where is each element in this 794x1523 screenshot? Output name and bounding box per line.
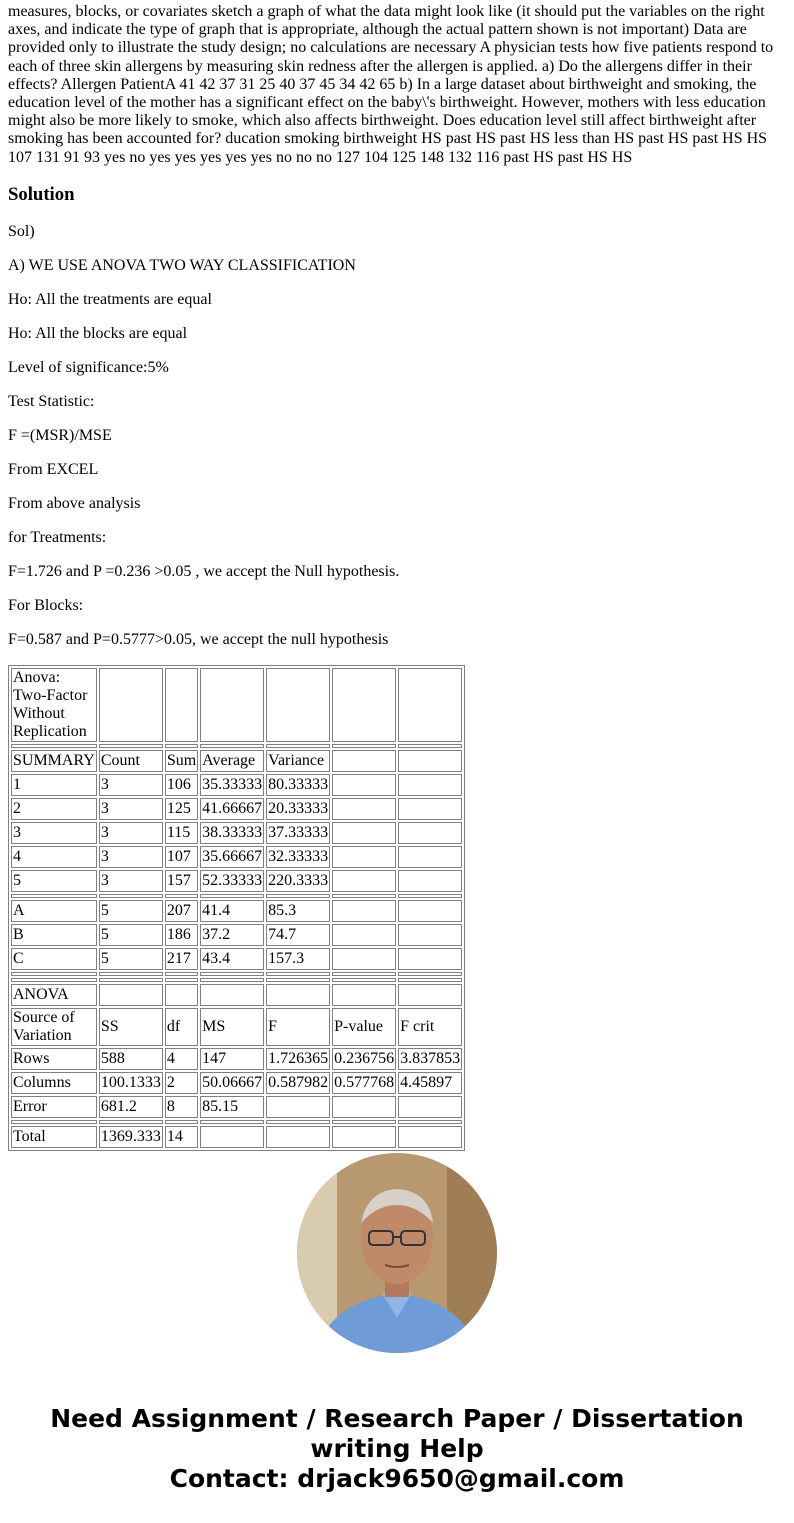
table-cell bbox=[332, 978, 396, 982]
table-cell bbox=[332, 948, 396, 970]
table-cell: 0.577768 bbox=[332, 1072, 396, 1094]
anova-table bbox=[8, 665, 465, 1151]
table-cell: Sum bbox=[165, 750, 198, 772]
table-cell: Error bbox=[11, 1096, 97, 1118]
solution-line: From above analysis bbox=[8, 494, 141, 512]
separator-row bbox=[11, 1120, 462, 1124]
table-cell: 2 bbox=[11, 798, 97, 820]
table-cell: MS bbox=[200, 1008, 264, 1046]
table-cell bbox=[398, 1120, 462, 1124]
table-cell: 5 bbox=[99, 900, 163, 922]
table-cell: 4 bbox=[11, 846, 97, 868]
table-cell: 3 bbox=[99, 870, 163, 892]
table-cell: 38.33333 bbox=[200, 822, 264, 844]
table-cell: 35.33333 bbox=[200, 774, 264, 796]
table-cell bbox=[165, 668, 198, 742]
solution-line: for Treatments: bbox=[8, 528, 107, 546]
table-cell: 100.1333 bbox=[99, 1072, 163, 1094]
table-cell bbox=[11, 744, 97, 748]
table-cell: Count bbox=[99, 750, 163, 772]
table-cell bbox=[99, 984, 163, 1006]
table-cell bbox=[332, 750, 396, 772]
table-cell: Rows bbox=[11, 1048, 97, 1070]
table-cell: Anova: Two-Factor Without Replication bbox=[11, 668, 97, 742]
separator-row bbox=[11, 744, 462, 748]
table-row bbox=[11, 1008, 462, 1046]
solution-line: Sol) bbox=[8, 222, 35, 240]
table-cell: Variance bbox=[266, 750, 330, 772]
table-cell bbox=[398, 978, 462, 982]
table-cell: 3 bbox=[99, 798, 163, 820]
table-cell: 2 bbox=[165, 1072, 198, 1094]
table-cell: 207 bbox=[165, 900, 198, 922]
solution-line: For Blocks: bbox=[8, 596, 84, 614]
table-cell bbox=[99, 744, 163, 748]
table-cell bbox=[266, 972, 330, 976]
table-cell: Total bbox=[11, 1126, 97, 1148]
document bbox=[8, 3, 786, 1151]
table-cell bbox=[398, 948, 462, 970]
table-cell: Average bbox=[200, 750, 264, 772]
table-cell: A bbox=[11, 900, 97, 922]
table-cell bbox=[99, 894, 163, 898]
table-cell bbox=[398, 668, 462, 742]
table-cell bbox=[398, 900, 462, 922]
table-row bbox=[11, 774, 462, 796]
solution-line: F=1.726 and P =0.236 >0.05 , we accept the Null hypothesis. bbox=[8, 562, 400, 580]
table-cell: 1 bbox=[11, 774, 97, 796]
table-cell: Columns bbox=[11, 1072, 97, 1094]
solution-heading: Solution bbox=[8, 183, 75, 205]
solution-body bbox=[8, 223, 786, 649]
table-cell bbox=[332, 870, 396, 892]
table-cell: 217 bbox=[165, 948, 198, 970]
table-cell: 50.06667 bbox=[200, 1072, 264, 1094]
table-cell: 5 bbox=[11, 870, 97, 892]
table-cell: 681.2 bbox=[99, 1096, 163, 1118]
solution-line: Level of significance:5% bbox=[8, 358, 169, 376]
table-cell bbox=[200, 1120, 264, 1124]
table-cell: 220.3333 bbox=[266, 870, 330, 892]
table-cell: 35.66667 bbox=[200, 846, 264, 868]
table-cell bbox=[398, 1126, 462, 1148]
separator-row bbox=[11, 972, 462, 976]
table-cell: 1369.333 bbox=[99, 1126, 163, 1148]
table-cell bbox=[200, 972, 264, 976]
table-row bbox=[11, 1072, 462, 1094]
table-cell bbox=[200, 744, 264, 748]
table-cell: 37.33333 bbox=[266, 822, 330, 844]
table-cell: 43.4 bbox=[200, 948, 264, 970]
table-cell bbox=[332, 774, 396, 796]
table-cell bbox=[332, 1126, 396, 1148]
table-cell: F bbox=[266, 1008, 330, 1046]
table-cell: 74.7 bbox=[266, 924, 330, 946]
table-cell: B bbox=[11, 924, 97, 946]
table-cell: F crit bbox=[398, 1008, 462, 1046]
table-cell bbox=[165, 1120, 198, 1124]
table-cell: SS bbox=[99, 1008, 163, 1046]
table-cell bbox=[266, 744, 330, 748]
table-cell: 41.4 bbox=[200, 900, 264, 922]
footer-line-1: Need Assignment / Research Paper / Dissertation bbox=[50, 1404, 744, 1433]
table-cell bbox=[266, 1126, 330, 1148]
table-cell bbox=[398, 984, 462, 1006]
table-cell: 5 bbox=[99, 948, 163, 970]
table-row bbox=[11, 900, 462, 922]
table-cell: 115 bbox=[165, 822, 198, 844]
table-cell: 3.837853 bbox=[398, 1048, 462, 1070]
table-row bbox=[11, 924, 462, 946]
table-cell bbox=[200, 894, 264, 898]
solution-line: A) WE USE ANOVA TWO WAY CLASSIFICATION bbox=[8, 256, 356, 274]
table-cell bbox=[332, 984, 396, 1006]
solution-line: F=0.587 and P=0.5777>0.05, we accept the null hypothesis bbox=[8, 630, 389, 648]
table-row bbox=[11, 798, 462, 820]
table-cell: 125 bbox=[165, 798, 198, 820]
solution-line: F =(MSR)/MSE bbox=[8, 426, 112, 444]
table-cell: 41.66667 bbox=[200, 798, 264, 820]
table-cell: 52.33333 bbox=[200, 870, 264, 892]
table-cell bbox=[398, 744, 462, 748]
table-cell bbox=[11, 1120, 97, 1124]
table-cell bbox=[165, 894, 198, 898]
table-cell: 5 bbox=[99, 924, 163, 946]
table-cell bbox=[332, 822, 396, 844]
table-cell: 588 bbox=[99, 1048, 163, 1070]
footer-banner bbox=[0, 1404, 794, 1494]
table-cell bbox=[398, 798, 462, 820]
table-cell bbox=[99, 668, 163, 742]
table-cell: Source of Variation bbox=[11, 1008, 97, 1046]
table-cell bbox=[332, 972, 396, 976]
table-cell: 1.726365 bbox=[266, 1048, 330, 1070]
table-cell: 85.15 bbox=[200, 1096, 264, 1118]
table-cell: 37.2 bbox=[200, 924, 264, 946]
table-cell bbox=[200, 668, 264, 742]
table-row bbox=[11, 1096, 462, 1118]
table-cell: 3 bbox=[99, 822, 163, 844]
table-cell bbox=[165, 972, 198, 976]
table-row bbox=[11, 870, 462, 892]
table-cell bbox=[200, 978, 264, 982]
table-cell bbox=[200, 1126, 264, 1148]
table-row bbox=[11, 668, 462, 742]
table-cell bbox=[266, 894, 330, 898]
solution-line: From EXCEL bbox=[8, 460, 99, 478]
table-cell bbox=[99, 978, 163, 982]
table-cell bbox=[332, 798, 396, 820]
table-row bbox=[11, 822, 462, 844]
table-cell: 157 bbox=[165, 870, 198, 892]
table-cell: P-value bbox=[332, 1008, 396, 1046]
table-cell bbox=[332, 1096, 396, 1118]
table-row bbox=[11, 1048, 462, 1070]
table-cell: 107 bbox=[165, 846, 198, 868]
table-cell bbox=[99, 1120, 163, 1124]
table-cell bbox=[266, 978, 330, 982]
table-cell: 85.3 bbox=[266, 900, 330, 922]
table-cell: 80.33333 bbox=[266, 774, 330, 796]
separator-row bbox=[11, 978, 462, 982]
table-cell bbox=[11, 978, 97, 982]
table-cell: 0.236756 bbox=[332, 1048, 396, 1070]
table-cell: 186 bbox=[165, 924, 198, 946]
table-cell: 3 bbox=[11, 822, 97, 844]
table-cell: 3 bbox=[99, 774, 163, 796]
table-cell bbox=[332, 924, 396, 946]
table-cell bbox=[266, 668, 330, 742]
table-cell bbox=[398, 972, 462, 976]
table-cell bbox=[266, 984, 330, 1006]
table-cell bbox=[165, 978, 198, 982]
table-cell bbox=[332, 668, 396, 742]
table-cell: 106 bbox=[165, 774, 198, 796]
table-cell bbox=[398, 870, 462, 892]
solution-line: Test Statistic: bbox=[8, 392, 95, 410]
table-cell: ANOVA bbox=[11, 984, 97, 1006]
solution-line: Ho: All the blocks are equal bbox=[8, 324, 188, 342]
table-cell: 8 bbox=[165, 1096, 198, 1118]
table-row bbox=[11, 948, 462, 970]
table-cell: 20.33333 bbox=[266, 798, 330, 820]
question-text: measures, blocks, or covariates sketch a graph of what the data might look like (it should put the variables on the right axes, and indicate the type of graph that is appropriate, although the actual pattern shown is not important) Data are provided only to illustrate the study design; no calculations are necessary A physician tests how five patients respond to each of three skin allergens by measuring skin redness after the allergen is applied. a) Do the allergens differ in their effects? Allergen PatientA 41 42 37 31 25 40 37 45 34 42 65 b) In a large dataset about birthweight and smoking, the education level of the mother has a significant effect on the baby\'s birthweight. However, mothers with less education might also be more likely to smoke, which also affects birthweight. Does education level still affect birthweight after smoking has been accounted for? ducation smoking birthweight HS past HS past HS less than HS past HS past HS HS 107 131 91 93 yes no yes yes yes yes yes no no no 127 104 125 148 132 116 past HS past HS HS bbox=[8, 3, 774, 166]
table-cell bbox=[165, 984, 198, 1006]
table-cell bbox=[332, 894, 396, 898]
table-cell bbox=[11, 894, 97, 898]
table-cell: 32.33333 bbox=[266, 846, 330, 868]
table-cell bbox=[398, 924, 462, 946]
author-photo bbox=[297, 1153, 497, 1353]
table-cell bbox=[266, 1120, 330, 1124]
table-cell bbox=[99, 972, 163, 976]
table-cell bbox=[398, 822, 462, 844]
table-cell bbox=[11, 972, 97, 976]
table-cell bbox=[165, 744, 198, 748]
table-row bbox=[11, 750, 462, 772]
table-cell: 14 bbox=[165, 1126, 198, 1148]
table-cell: df bbox=[165, 1008, 198, 1046]
table-cell bbox=[332, 900, 396, 922]
table-cell bbox=[266, 1096, 330, 1118]
separator-row bbox=[11, 894, 462, 898]
table-cell: 147 bbox=[200, 1048, 264, 1070]
table-cell: 4 bbox=[165, 1048, 198, 1070]
table-row bbox=[11, 984, 462, 1006]
table-cell bbox=[332, 1120, 396, 1124]
table-row bbox=[11, 846, 462, 868]
table-cell bbox=[398, 774, 462, 796]
table-cell bbox=[398, 750, 462, 772]
table-cell bbox=[398, 894, 462, 898]
table-cell bbox=[200, 984, 264, 1006]
table-cell: SUMMARY bbox=[11, 750, 97, 772]
table-cell bbox=[332, 744, 396, 748]
footer-line-2: writing Help bbox=[310, 1434, 484, 1463]
table-cell: 3 bbox=[99, 846, 163, 868]
table-cell: 4.45897 bbox=[398, 1072, 462, 1094]
table-row bbox=[11, 1126, 462, 1148]
table-cell: 0.587982 bbox=[266, 1072, 330, 1094]
table-cell: 157.3 bbox=[266, 948, 330, 970]
table-cell bbox=[398, 1096, 462, 1118]
footer-contact: Contact: drjack9650@gmail.com bbox=[169, 1464, 625, 1493]
table-cell bbox=[398, 846, 462, 868]
solution-line: Ho: All the treatments are equal bbox=[8, 290, 212, 308]
table-cell: C bbox=[11, 948, 97, 970]
table-cell bbox=[332, 846, 396, 868]
